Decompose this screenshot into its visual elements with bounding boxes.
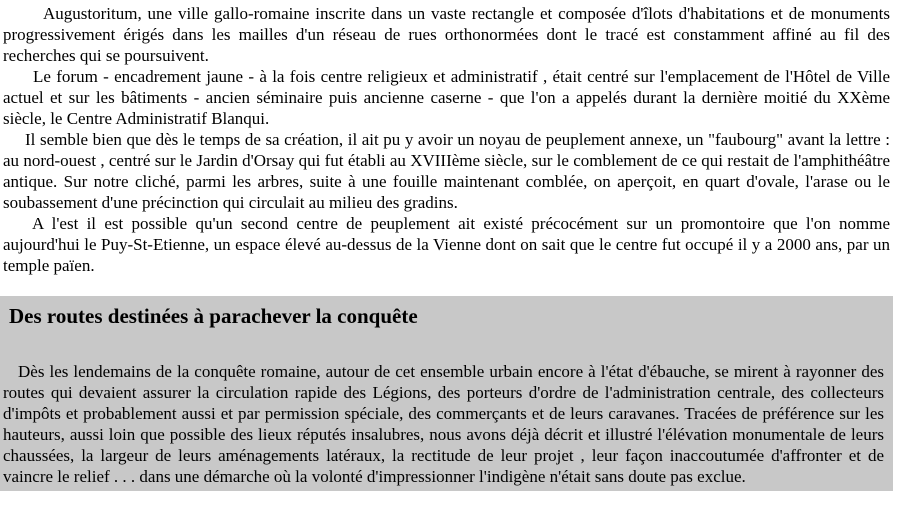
intro-paragraph-forum: Le forum - encadrement jaune - à la fois centre religieux et administratif , était centré sur l'emplacement de l'Hôtel de Ville actuel et sur les bâtiments - ancien séminaire puis ancienne caserne - que l'on a appelés durant la dernière moitié du XXème siècle, le Centre Administratif Blanqui. xyxy=(3,67,890,128)
section-paragraph-routes: Dès les lendemains de la conquête romaine, autour de cet ensemble urbain encore à l'état d'ébauche, se mirent à rayonner des routes qui devaient assurer la circulation rapide des Légions, des porteurs d'ordre de l'administration centrale, des collecteurs d'impôts et probablement aussi et par permission spéciale, des commerçants et de leurs caravanes. Tracées de préférence sur les hauteurs, aussi loin que possible des lieux réputés insalubres, nous avons déjà décrit et illustré l'élévation monumentale de leurs chaussées, la largeur de leurs aménagements latéraux, la rectitude de leur projet , leur façon inaccoutumée d'affronter et de vaincre le relief . . . dans une démarche où la volonté d'impressionner l'indigène n'était sans doute pas exclue. xyxy=(3,362,884,486)
intro-paragraph-puy-st-etienne: A l'est il est possible qu'un second centre de peuplement ait existé précocément sur un promontoire que l'on nomme aujourd'hui le Puy-St-Etienne, un espace élevé au-dessus de la Vienne dont on sait que le centre fut occupé il y a 2000 ans, par un temple païen. xyxy=(3,214,890,275)
routes-section xyxy=(0,296,893,491)
section-heading: Des routes destinées à parachever la conquête xyxy=(9,304,418,328)
intro-paragraph-augustoritum: Augustoritum, une ville gallo-romaine inscrite dans un vaste rectangle et composée d'îlots d'habitations et de monuments progressivement érigés dans les mailles d'un réseau de rues orthonormées dont le tracé est constamment affiné au fil des recherches qui se poursuivent. xyxy=(3,4,890,65)
intro-paragraph-faubourg: Il semble bien que dès le temps de sa création, il ait pu y avoir un noyau de peuplement annexe, un "faubourg" avant la lettre : au nord-ouest , centré sur le Jardin d'Orsay qui fut établi au XVIIIème siècle, sur le comblement de ce qui restait de l'amphithéâtre antique. Sur notre cliché, parmi les arbres, suite à une fouille maintenant comblée, on aperçoit, en quart d'ovale, l'arase ou le soubassement d'une précinction qui circulait au milieu des gradins. xyxy=(3,130,890,212)
